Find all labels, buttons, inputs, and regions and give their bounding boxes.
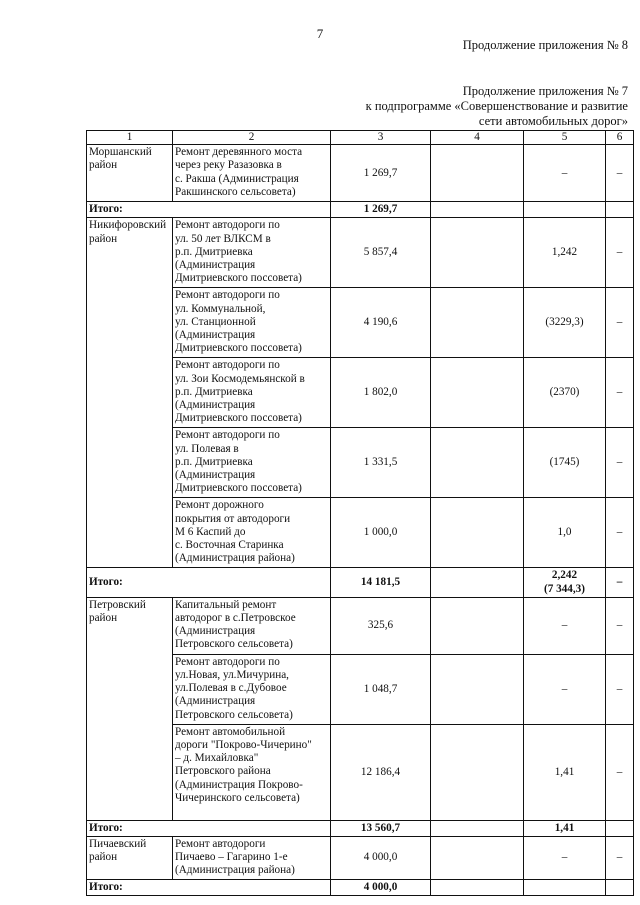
col6-cell <box>606 820 634 836</box>
col4-cell <box>431 358 524 428</box>
amount-cell: 4 000,0 <box>331 837 431 880</box>
district-cell: Пичаевский район <box>87 837 173 880</box>
amount-cell: 5 857,4 <box>331 218 431 288</box>
amount-cell: 1 269,7 <box>331 202 431 218</box>
table-row <box>87 837 634 880</box>
col6-cell: – <box>606 428 634 498</box>
col5-cell: (1745) <box>524 428 606 498</box>
table-body <box>87 145 634 896</box>
col6-cell: – <box>606 498 634 568</box>
table-row <box>87 218 634 288</box>
col6-cell: – <box>606 145 634 202</box>
col5-cell: 1,242 <box>524 218 606 288</box>
amount-cell: 1 269,7 <box>331 145 431 202</box>
district-cell: Моршанский район <box>87 145 173 202</box>
work-description: Ремонт автодороги по ул. 50 лет ВЛКСМ в р.п. Дмитриевка (Администрация Дмитриевского поссовета) <box>173 218 331 288</box>
col6-cell <box>606 202 634 218</box>
col5-cell: – <box>524 837 606 880</box>
col4-cell <box>431 428 524 498</box>
amount-cell: 12 186,4 <box>331 724 431 820</box>
total-label: Итого: <box>87 568 331 597</box>
amount-cell: 1 048,7 <box>331 654 431 724</box>
district-cell: Петровский район <box>87 597 173 820</box>
column-header: 3 <box>331 131 431 145</box>
work-description: Ремонт дорожного покрытия от автодороги М 6 Каспий до с. Восточная Старинка (Администрация района) <box>173 498 331 568</box>
col5-cell: – <box>524 654 606 724</box>
col5-cell: 1,41 <box>524 820 606 836</box>
amount-cell: 325,6 <box>331 597 431 654</box>
col4-cell <box>431 498 524 568</box>
subprogram-header-line-3: сети автомобильных дорог» <box>478 114 628 128</box>
col4-cell <box>431 880 524 896</box>
amount-cell: 1 000,0 <box>331 498 431 568</box>
column-number-row <box>87 131 634 145</box>
column-header: 1 <box>87 131 173 145</box>
amount-cell: 4 000,0 <box>331 880 431 896</box>
col4-cell <box>431 568 524 597</box>
col5-cell: 1,41 <box>524 724 606 820</box>
col4-cell <box>431 288 524 358</box>
work-description: Ремонт автодороги по ул. Коммунальной, ул. Станционной (Администрация Дмитриевского поссовета) <box>173 288 331 358</box>
col6-cell: – <box>606 218 634 288</box>
district-cell: Никифоровский район <box>87 218 173 568</box>
amount-cell: 4 190,6 <box>331 288 431 358</box>
col5-cell: 1,0 <box>524 498 606 568</box>
table-row <box>87 145 634 202</box>
col6-cell: – <box>606 597 634 654</box>
total-label: Итого: <box>87 202 331 218</box>
work-description: Ремонт деревянного моста через реку Разазовка в с. Ракша (Администрация Ракшинского сельсовета) <box>173 145 331 202</box>
column-header: 4 <box>431 131 524 145</box>
col4-cell <box>431 837 524 880</box>
appendix-header: Продолжение приложения № 8 <box>462 38 628 52</box>
col6-cell: – <box>606 288 634 358</box>
col4-cell <box>431 218 524 288</box>
amount-cell: 13 560,7 <box>331 820 431 836</box>
table-row <box>87 597 634 654</box>
col6-cell: – <box>606 654 634 724</box>
col4-cell <box>431 202 524 218</box>
work-description: Ремонт автодороги по ул. Полевая в р.п. Дмитриевка (Администрация Дмитриевского поссовета) <box>173 428 331 498</box>
col4-cell <box>431 145 524 202</box>
col6-cell: – <box>606 358 634 428</box>
total-row <box>87 880 634 896</box>
total-row <box>87 202 634 218</box>
subprogram-header <box>366 84 628 129</box>
subprogram-header-line-1: Продолжение приложения № 7 <box>462 84 628 98</box>
col5-cell: (2370) <box>524 358 606 428</box>
amount-cell: 1 802,0 <box>331 358 431 428</box>
work-description: Ремонт автодороги по ул. Зои Космодемьянской в р.п. Дмитриевка (Администрация Дмитриевского поссовета) <box>173 358 331 428</box>
col5-cell: (3229,3) <box>524 288 606 358</box>
column-header: 5 <box>524 131 606 145</box>
column-header: 2 <box>173 131 331 145</box>
amount-cell: 1 331,5 <box>331 428 431 498</box>
col6-cell: – <box>606 837 634 880</box>
work-description: Ремонт автомобильной дороги "Покрово-Чичерино" – д. Михайловка" Петровского района (Администрация Покрово- Чичеринского сельсовета) <box>173 724 331 820</box>
col5-cell <box>524 880 606 896</box>
col6-cell: – <box>606 724 634 820</box>
subprogram-header-line-2: к подпрограмме «Совершенствование и развитие <box>365 99 628 113</box>
page-number: 7 <box>316 26 324 41</box>
col4-cell <box>431 820 524 836</box>
col4-cell <box>431 597 524 654</box>
col5-cell <box>524 202 606 218</box>
col5-cell: – <box>524 597 606 654</box>
col4-cell <box>431 724 524 820</box>
col5-cell: – <box>524 145 606 202</box>
total-label: Итого: <box>87 820 331 836</box>
work-description: Ремонт автодороги Пичаево – Гагарино 1-е (Администрация района) <box>173 837 331 880</box>
col6-cell <box>606 880 634 896</box>
work-description: Ремонт автодороги по ул.Новая, ул.Мичурина, ул.Полевая в с.Дубовое (Администрация Петровского сельсовета) <box>173 654 331 724</box>
road-repair-table <box>86 130 634 896</box>
total-row <box>87 820 634 836</box>
col4-cell <box>431 654 524 724</box>
column-header: 6 <box>606 131 634 145</box>
total-label: Итого: <box>87 880 331 896</box>
total-row <box>87 568 634 597</box>
work-description: Капитальный ремонт автодорог в с.Петровское (Администрация Петровского сельсовета) <box>173 597 331 654</box>
col5-cell: 2,242 (7 344,3) <box>524 568 606 597</box>
col6-cell: – <box>606 568 634 597</box>
amount-cell: 14 181,5 <box>331 568 431 597</box>
